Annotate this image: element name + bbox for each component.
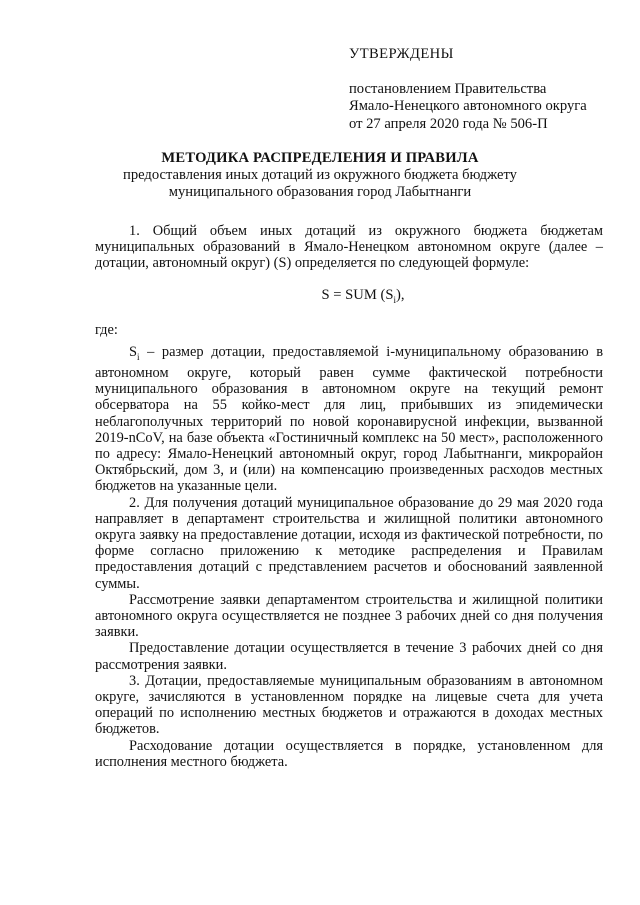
si-symbol: S: [129, 343, 138, 360]
formula-left: S = SUM (S: [321, 286, 394, 303]
si-text: – размер дотации, предоставляемой i-муниципальному образованию в автономном округе, который равен сумме фактической потребности муниципального образования в автономном округе на текущий ремонт обсерватора на 55 койко-мест для лиц, прибывших из эпидемически неблагополучных территорий по новой коронавирусной инфекции, вызванной 2019-nCoV, на базе объекта «Гостиничный комплекс на 50 мест», расположенного по адресу: Ямало-Ненецкий автономный округ, город Лабытнанги, микрорайон Октябрьский, дом 3, и (или) на компенсацию произведенных расходов местных бюджетов на указанные цели.: [95, 343, 603, 495]
paragraph-1: 1. Общий объем иных дотаций из окружного бюджета бюджетам муниципальных образований в Ямало-Ненецком автономном округе (далее – дотации, автономный округ) (S) определяется по следующей формуле:: [95, 223, 603, 272]
approval-heading: УТВЕРЖДЕНЫ: [349, 46, 454, 62]
document-title-block: [90, 150, 550, 201]
si-subscript: i: [137, 351, 140, 362]
paragraph-2: 2. Для получения дотаций муниципальное образование до 29 мая 2020 года направляет в департамент строительства и жилищной политики автономного округа заявку на предоставление дотации, исходя из фактической потребности, по форме согласно приложению к методике распределения и Правилам предоставления дотаций с представлением расчетов и обоснований заявленной суммы.: [95, 494, 603, 592]
formula: [123, 287, 603, 308]
paragraph-3: Рассмотрение заявки департаментом строительства и жилищной политики автономного округа осуществляется не позднее 3 рабочих дней со дня получения заявки.: [95, 591, 603, 641]
document-title: МЕТОДИКА РАСПРЕДЕЛЕНИЯ И ПРАВИЛА: [161, 150, 479, 166]
approval-line: от 27 апреля 2020 года № 506-П: [349, 115, 548, 132]
where-label: где:: [95, 321, 118, 338]
document-subtitle-line: предоставления иных дотаций из окружного бюджета бюджету: [123, 167, 517, 183]
document-subtitle-line: муниципального образования город Лабытнанги: [168, 184, 472, 200]
paragraph-5: 3. Дотации, предоставляемые муниципальным образованиям в автономном округе, зачисляются в установленном порядке на лицевые счета для учета операций по исполнению местных бюджетов и отражаются в доходах местных бюджетов.: [95, 672, 603, 738]
document-body: [95, 223, 603, 770]
si-definition: [95, 344, 603, 495]
paragraph-6: Расходование дотации осуществляется в порядке, установленном для исполнения местного бюджета.: [95, 737, 603, 770]
approval-line: постановлением Правительства: [349, 80, 547, 97]
formula-right: ),: [395, 286, 405, 303]
formula-subscript: i: [393, 294, 396, 305]
paragraph-4: Предоставление дотации осуществляется в течение 3 рабочих дней со дня рассмотрения заявки.: [95, 640, 603, 673]
approval-stamp: [349, 46, 619, 133]
approval-line: Ямало-Ненецкого автономного округа: [349, 98, 587, 114]
